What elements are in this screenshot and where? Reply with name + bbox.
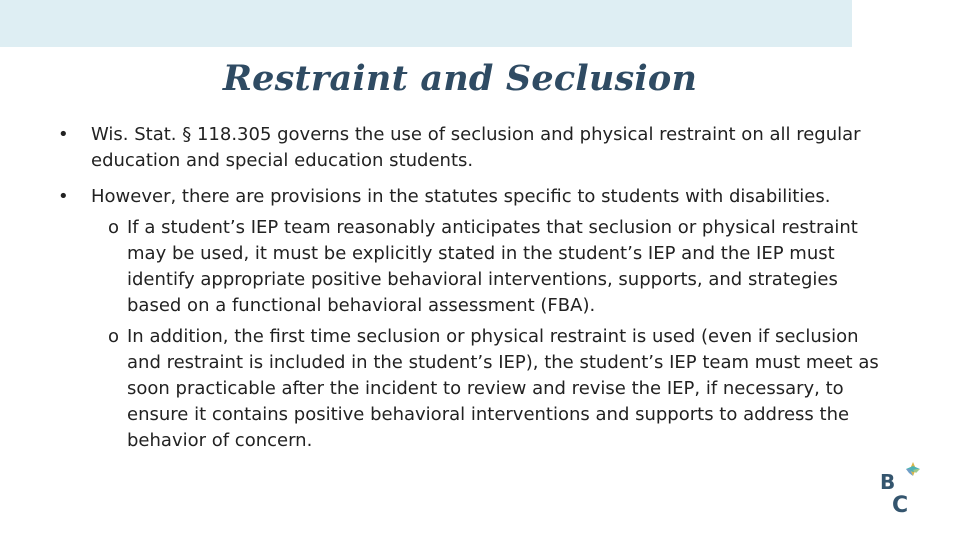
bullet-marker: •	[58, 124, 69, 145]
bullet-item	[58, 184, 888, 210]
sub-bullet-text: In addition, the first time seclusion or physical restraint is used (even if seclusion and restraint is included in the student’s IEP), the student’s IEP team must meet as soon practicable after the incident to review and revise the IEP, if necessary, to ensure it contains positive behavioral interventions and supports to address the behavior of concern.	[127, 326, 879, 451]
sub-bullet-marker: o	[108, 326, 120, 347]
bullet-item	[58, 122, 888, 174]
slide-body	[58, 122, 888, 459]
bc-logo	[876, 456, 932, 518]
sub-bullet-text: If a student’s IEP team reasonably anticipates that seclusion or physical restraint may be used, it must be explicitly stated in the student’s IEP and the IEP must identify appropriate positive behavioral interventions, supports, and strategies based on a functional behavioral assessment (FBA).	[127, 217, 858, 316]
sub-bullet-item	[58, 324, 888, 454]
sub-bullet-marker: o	[108, 217, 120, 238]
header-band	[0, 0, 852, 47]
slide-title: Restraint and Seclusion	[222, 58, 698, 99]
star-icon	[906, 462, 920, 476]
sub-bullet-item	[58, 215, 888, 319]
bullet-text: However, there are provisions in the statutes specific to students with disabilities.	[91, 186, 831, 207]
logo-letter-b: B	[880, 470, 896, 494]
logo-letter-c: C	[892, 493, 909, 518]
bullet-text: Wis. Stat. § 118.305 governs the use of seclusion and physical restraint on all regular education and special education students.	[91, 124, 861, 171]
bullet-marker: •	[58, 186, 69, 207]
